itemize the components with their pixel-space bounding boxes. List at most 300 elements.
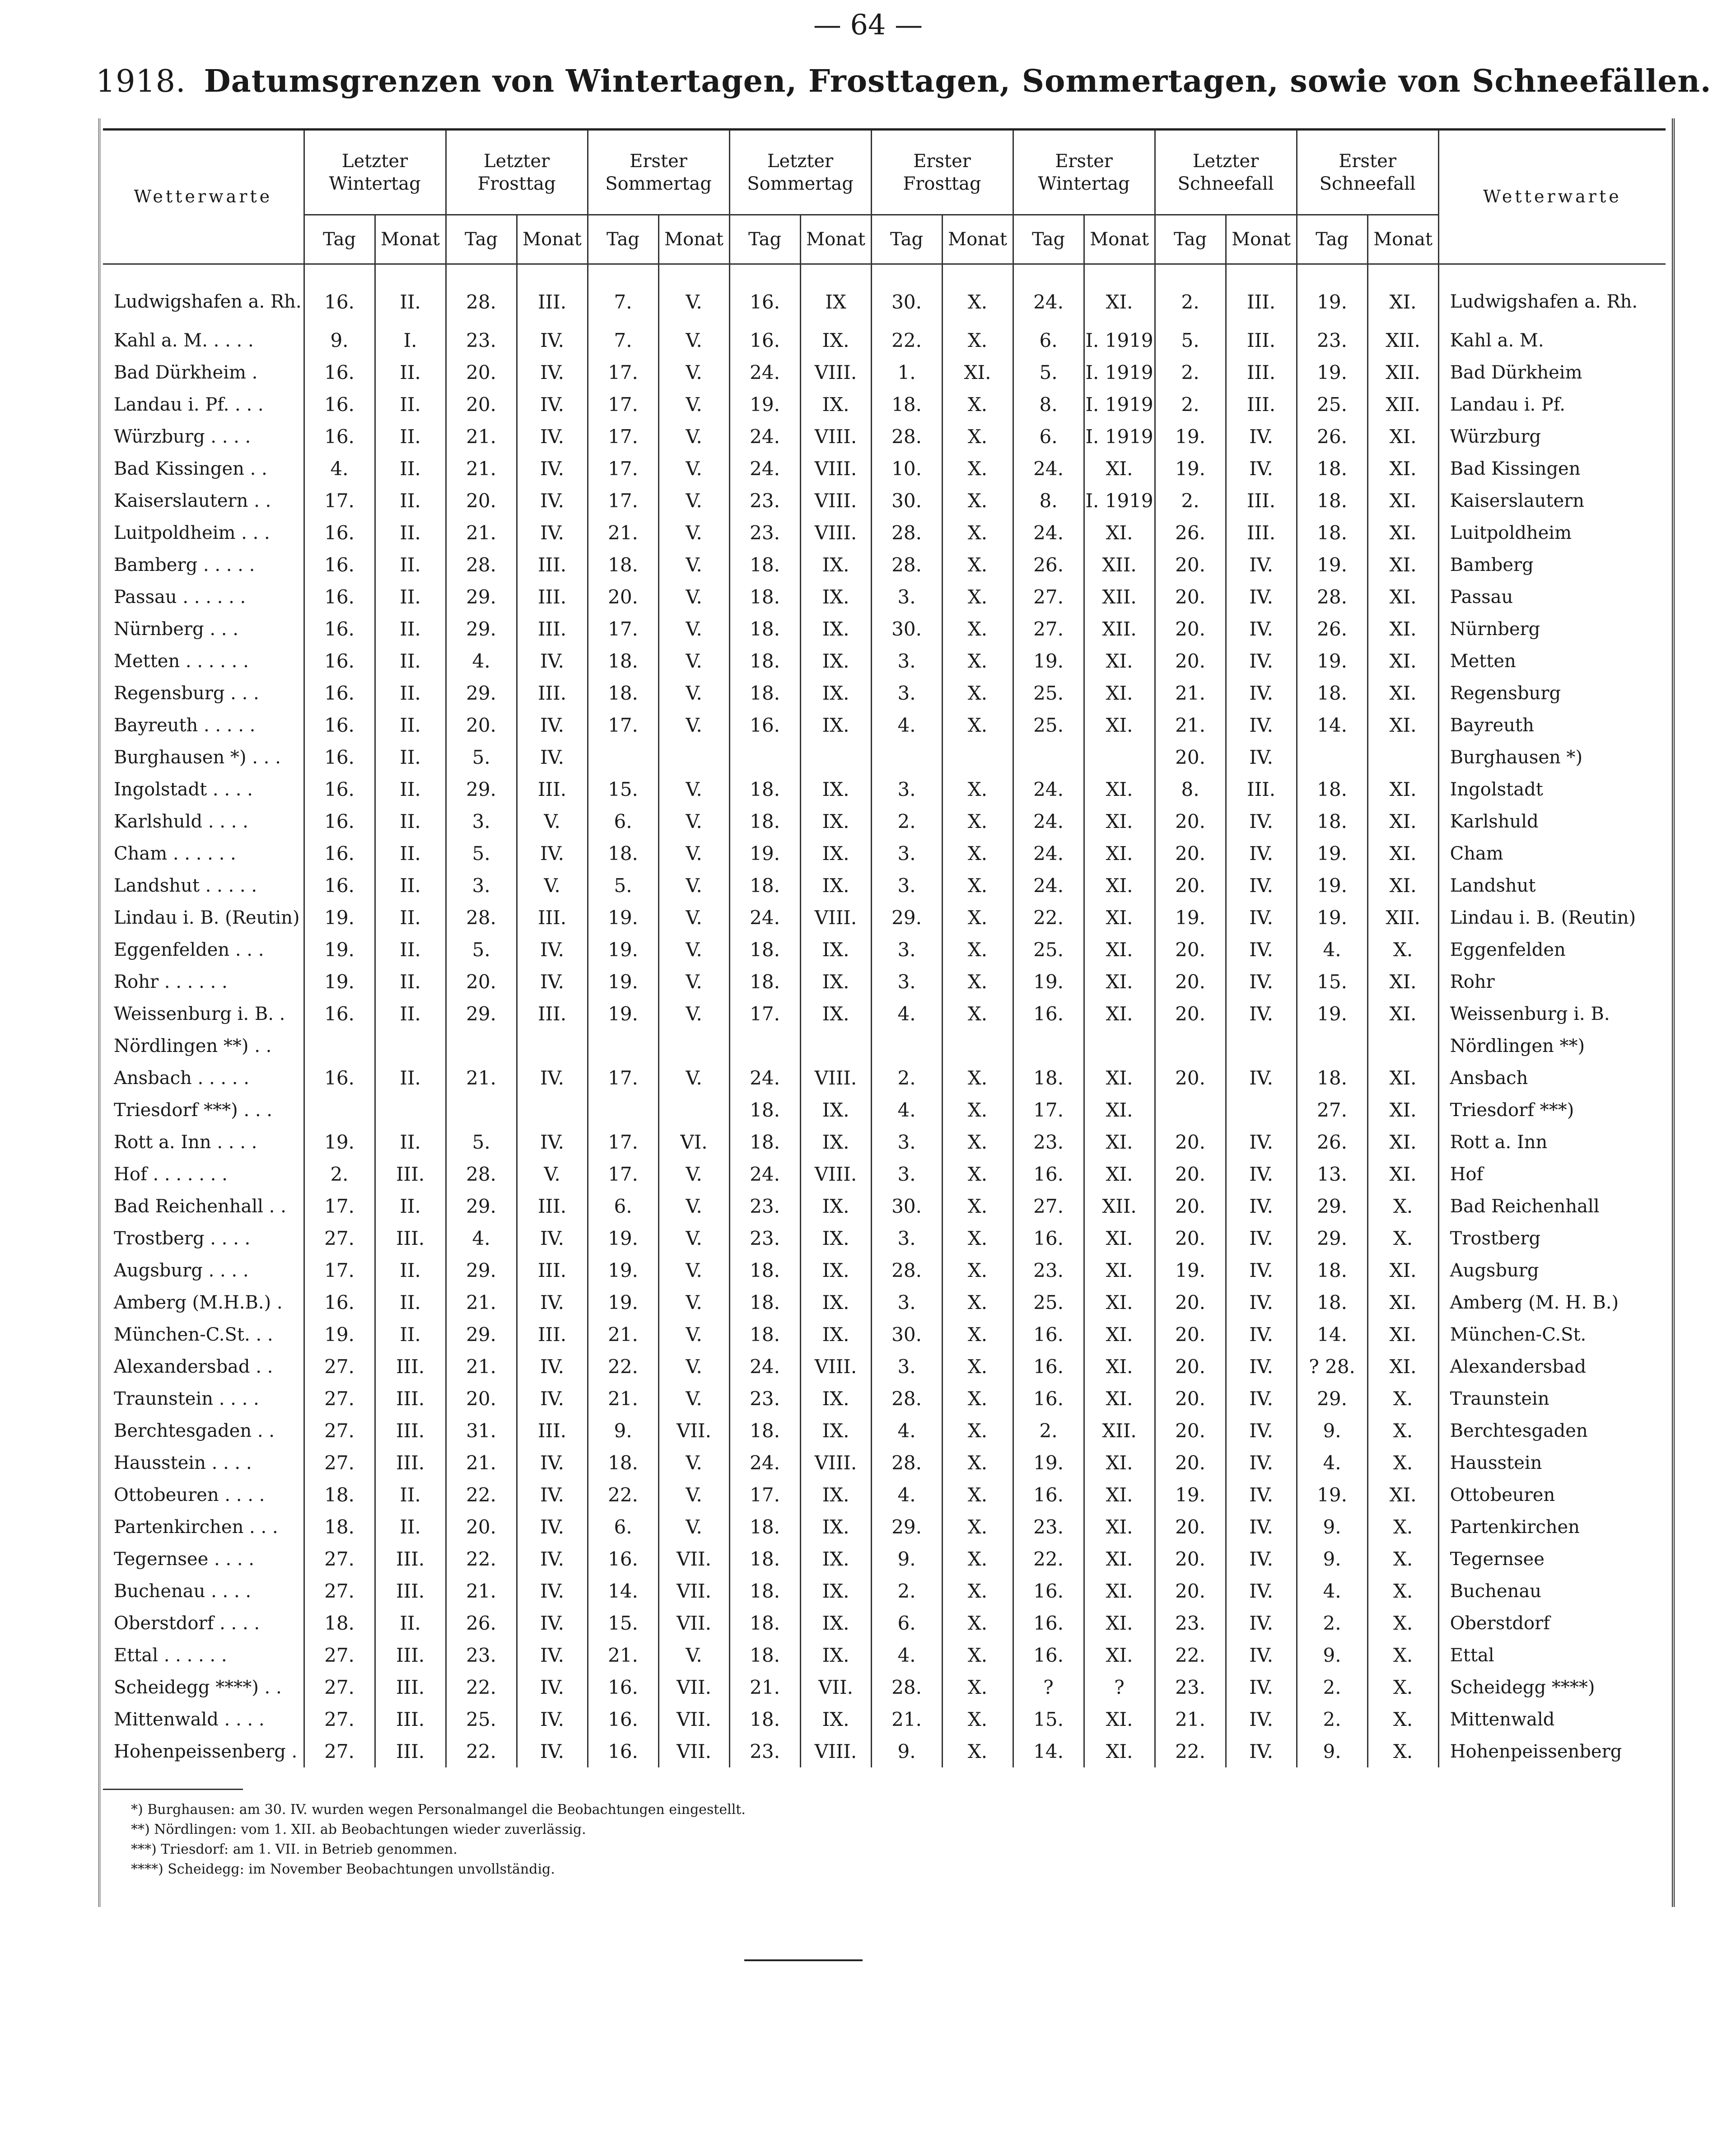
cell-tag: 16.: [1013, 1479, 1084, 1511]
station-name-right: Landshut: [1450, 875, 1536, 896]
footnote-triesdorf: ***) Triesdorf: am 1. VII. in Betrieb genommen.: [131, 1842, 457, 1857]
cell-monat: [1226, 1094, 1297, 1126]
cell-tag: [304, 1030, 375, 1062]
cell-monat: IV.: [517, 388, 588, 421]
station-name-right: Traunstein: [1450, 1388, 1549, 1409]
cell-tag: 16.: [304, 709, 375, 741]
cell-tag: 16.: [1013, 1222, 1084, 1254]
station-name-left: Trostberg . . . .: [103, 1222, 304, 1254]
cell-tag: 2.: [1297, 1671, 1367, 1703]
cell-tag: 18.: [729, 1126, 800, 1158]
station-name-left: Eggenfelden . . .: [103, 934, 304, 966]
cell-monat: XII.: [1084, 581, 1155, 613]
cell-monat: XI.: [1084, 1062, 1155, 1094]
cell-tag: 18.: [1297, 805, 1367, 837]
subheader-tag: Tag: [304, 215, 375, 264]
cell-monat: IX.: [800, 966, 871, 998]
cell-tag: 23.: [1013, 1126, 1084, 1158]
cell-tag: 18.: [588, 645, 658, 677]
station-name-right: Mittenwald: [1450, 1709, 1555, 1730]
cell-monat: V.: [658, 773, 729, 805]
cell-monat: VIII.: [800, 1158, 871, 1190]
cell-monat: X.: [942, 1671, 1013, 1703]
station-name-left: Kaiserslautern . .: [103, 485, 304, 517]
cell-tag: 15.: [1297, 966, 1367, 998]
cell-tag: 27.: [304, 1415, 375, 1447]
cell-monat: XI.: [1367, 581, 1438, 613]
cell-monat: X.: [942, 1479, 1013, 1511]
cell-monat: X.: [942, 453, 1013, 485]
cell-monat: IV.: [1226, 1158, 1297, 1190]
cell-monat: VIII.: [800, 421, 871, 453]
cell-monat: IV.: [517, 1735, 588, 1767]
table-row: [103, 324, 1666, 356]
cell-monat: IX.: [800, 837, 871, 869]
station-name-left: Karlshuld . . . .: [103, 805, 304, 837]
cell-tag: 16.: [304, 388, 375, 421]
cell-monat: V.: [658, 1639, 729, 1671]
cell-monat: X.: [1367, 1607, 1438, 1639]
cell-tag: 15.: [588, 773, 658, 805]
cell-monat: IX.: [800, 1703, 871, 1735]
cell-monat: XII.: [1367, 356, 1438, 388]
cell-tag: 17.: [588, 1158, 658, 1190]
cell-tag: 4.: [1297, 934, 1367, 966]
cell-monat: XI.: [1367, 1158, 1438, 1190]
station-name-left: Bad Kissingen . .: [103, 453, 304, 485]
cell-tag: 7.: [588, 324, 658, 356]
cell-monat: II.: [375, 741, 446, 773]
cell-tag: 23.: [729, 1190, 800, 1222]
cell-monat: X.: [942, 1318, 1013, 1351]
cell-tag: 18.: [729, 613, 800, 645]
cell-monat: IX.: [800, 869, 871, 902]
cell-monat: IX.: [800, 581, 871, 613]
cell-monat: IV.: [517, 1607, 588, 1639]
cell-monat: V.: [658, 869, 729, 902]
cell-tag: [1155, 1094, 1226, 1126]
cell-monat: XI.: [1084, 264, 1155, 325]
cell-monat: V.: [658, 421, 729, 453]
cell-monat: II.: [375, 1479, 446, 1511]
table-row: [103, 709, 1666, 741]
cell-tag: 18.: [729, 581, 800, 613]
cell-monat: VI.: [658, 1126, 729, 1158]
cell-monat: IV.: [517, 1639, 588, 1671]
station-name-left: Würzburg . . . .: [103, 421, 304, 453]
cell-tag: [1297, 741, 1367, 773]
cell-tag: 19.: [1013, 966, 1084, 998]
cell-tag: 18.: [729, 1318, 800, 1351]
cell-tag: 16.: [304, 264, 375, 325]
footnote-burghausen: *) Burghausen: am 30. IV. wurden wegen Personalmangel die Beobachtungen eingestellt.: [131, 1802, 746, 1818]
cell-monat: VII.: [658, 1735, 729, 1767]
cell-tag: 16.: [1013, 998, 1084, 1030]
cell-monat: [942, 741, 1013, 773]
station-name-left: Oberstdorf . . . .: [103, 1607, 304, 1639]
station-name-left: München-C.St. . .: [103, 1318, 304, 1351]
cell-monat: IV.: [517, 1286, 588, 1318]
cell-tag: 21.: [588, 517, 658, 549]
group-header-letzter-schneefall: Letzter Schneefall: [1155, 130, 1297, 215]
cell-monat: III.: [375, 1735, 446, 1767]
cell-monat: IV.: [1226, 902, 1297, 934]
cell-tag: 20.: [1155, 1351, 1226, 1383]
cell-tag: 19.: [588, 1222, 658, 1254]
cell-tag: 2.: [1297, 1703, 1367, 1735]
cell-monat: IV.: [1226, 677, 1297, 709]
cell-monat: VII.: [658, 1543, 729, 1575]
cell-monat: X.: [942, 645, 1013, 677]
cell-monat: V.: [658, 264, 729, 325]
cell-monat: IV.: [517, 1351, 588, 1383]
cell-monat: IV.: [1226, 966, 1297, 998]
cell-tag: 4.: [871, 1094, 942, 1126]
cell-tag: 22.: [588, 1351, 658, 1383]
cell-monat: V.: [517, 805, 588, 837]
cell-monat: X.: [942, 1703, 1013, 1735]
cell-monat: V.: [658, 1447, 729, 1479]
station-name-left: Nürnberg . . .: [103, 613, 304, 645]
cell-monat: IV.: [517, 1383, 588, 1415]
cell-monat: X.: [942, 264, 1013, 325]
cell-monat: X.: [1367, 1511, 1438, 1543]
cell-tag: 2.: [1155, 356, 1226, 388]
station-name-right: Metten: [1450, 650, 1516, 672]
cell-tag: 19.: [1155, 453, 1226, 485]
cell-tag: 29.: [446, 1190, 517, 1222]
station-name-right: Bamberg: [1450, 554, 1534, 575]
cell-tag: 25.: [1297, 388, 1367, 421]
cell-monat: VIII.: [800, 1351, 871, 1383]
cell-tag: 16.: [729, 264, 800, 325]
cell-tag: 20.: [1155, 1286, 1226, 1318]
cell-tag: 27.: [304, 1703, 375, 1735]
station-name-left: Nördlingen **) . .: [103, 1030, 304, 1062]
cell-monat: VIII.: [800, 1735, 871, 1767]
cell-tag: 9.: [1297, 1415, 1367, 1447]
cell-tag: 19.: [1155, 1254, 1226, 1286]
cell-tag: 14.: [588, 1575, 658, 1607]
cell-tag: 29.: [446, 1254, 517, 1286]
cell-monat: II.: [375, 485, 446, 517]
cell-tag: 18.: [588, 1447, 658, 1479]
table-row: [103, 1158, 1666, 1190]
cell-monat: IV.: [517, 453, 588, 485]
cell-tag: 16.: [1013, 1318, 1084, 1351]
cell-tag: 22.: [446, 1543, 517, 1575]
cell-tag: 9.: [871, 1735, 942, 1767]
cell-monat: X.: [942, 709, 1013, 741]
cell-tag: 5.: [446, 1126, 517, 1158]
cell-tag: 28.: [446, 264, 517, 325]
cell-tag: 16.: [304, 773, 375, 805]
cell-tag: 23.: [729, 1383, 800, 1415]
cell-monat: [1084, 1030, 1155, 1062]
cell-monat: IX.: [800, 709, 871, 741]
cell-tag: 21.: [446, 1351, 517, 1383]
cell-tag: 9.: [1297, 1511, 1367, 1543]
cell-tag: 18.: [729, 1703, 800, 1735]
cell-monat: III.: [375, 1671, 446, 1703]
cell-tag: 3.: [446, 805, 517, 837]
cell-monat: III.: [375, 1158, 446, 1190]
table-row: [103, 517, 1666, 549]
cell-monat: IV.: [1226, 1383, 1297, 1415]
cell-tag: 20.: [1155, 1511, 1226, 1543]
cell-tag: 20.: [1155, 581, 1226, 613]
cell-monat: II.: [375, 837, 446, 869]
cell-tag: 20.: [1155, 805, 1226, 837]
cell-tag: 18.: [1297, 1062, 1367, 1094]
cell-tag: 20.: [588, 581, 658, 613]
cell-monat: III.: [517, 998, 588, 1030]
cell-tag: 9.: [588, 1415, 658, 1447]
title-text: Datumsgrenzen von Wintertagen, Frosttagen, Sommertagen, sowie von Schneefällen.: [204, 63, 1712, 99]
cell-monat: II.: [375, 581, 446, 613]
cell-monat: X.: [942, 1383, 1013, 1415]
cell-tag: 24.: [1013, 264, 1084, 325]
cell-monat: VII.: [800, 1671, 871, 1703]
cell-tag: 9.: [1297, 1639, 1367, 1671]
cell-monat: III.: [517, 1190, 588, 1222]
cell-tag: 16.: [304, 421, 375, 453]
cell-monat: IX.: [800, 1479, 871, 1511]
cell-monat: X.: [942, 1190, 1013, 1222]
cell-tag: 21.: [446, 453, 517, 485]
cell-monat: IV.: [1226, 1479, 1297, 1511]
cell-tag: 29.: [446, 998, 517, 1030]
cell-tag: 20.: [1155, 741, 1226, 773]
station-name-left: Tegernsee . . . .: [103, 1543, 304, 1575]
cell-monat: XI.: [1084, 677, 1155, 709]
cell-monat: XII.: [1084, 1415, 1155, 1447]
station-name-right: München-C.St.: [1450, 1324, 1587, 1345]
cell-tag: 4.: [1297, 1575, 1367, 1607]
subheader-monat: Monat: [1226, 215, 1297, 264]
cell-tag: 18.: [729, 869, 800, 902]
cell-monat: V.: [658, 1511, 729, 1543]
cell-tag: 16.: [304, 356, 375, 388]
cell-monat: IV.: [517, 1543, 588, 1575]
station-name-left: Rott a. Inn . . . .: [103, 1126, 304, 1158]
cell-tag: 2.: [871, 1575, 942, 1607]
cell-monat: XI.: [1367, 1318, 1438, 1351]
column-header-station-right: Wetterwarte: [1438, 130, 1666, 264]
cell-tag: 6.: [588, 1511, 658, 1543]
cell-monat: X.: [942, 1222, 1013, 1254]
cell-tag: 27.: [304, 1447, 375, 1479]
table-row: [103, 1543, 1666, 1575]
cell-tag: 16.: [1013, 1639, 1084, 1671]
cell-monat: II.: [375, 1190, 446, 1222]
cell-tag: 26.: [446, 1607, 517, 1639]
cell-tag: 18.: [871, 388, 942, 421]
cell-monat: XI.: [1084, 645, 1155, 677]
cell-monat: IX.: [800, 1415, 871, 1447]
station-name-left: Ingolstadt . . . .: [103, 773, 304, 805]
cell-tag: [588, 1030, 658, 1062]
cell-tag: 16.: [304, 581, 375, 613]
cell-tag: 2.: [1155, 264, 1226, 325]
cell-monat: IV.: [1226, 1447, 1297, 1479]
cell-tag: 30.: [871, 613, 942, 645]
cell-tag: 20.: [1155, 1383, 1226, 1415]
cell-monat: X.: [1367, 1703, 1438, 1735]
cell-monat: [517, 1094, 588, 1126]
cell-tag: 29.: [1297, 1222, 1367, 1254]
cell-tag: [1155, 1030, 1226, 1062]
subheader-monat: Monat: [375, 215, 446, 264]
cell-monat: XI.: [1367, 645, 1438, 677]
cell-monat: V.: [658, 388, 729, 421]
station-name-right: Partenkirchen: [1450, 1516, 1580, 1538]
station-name-left: Burghausen *) . . .: [103, 741, 304, 773]
cell-tag: 16.: [304, 549, 375, 581]
footnotes: [131, 1800, 746, 1879]
cell-tag: [1013, 741, 1084, 773]
cell-tag: 19.: [1297, 998, 1367, 1030]
station-name-right: Bad Kissingen: [1450, 458, 1581, 479]
cell-tag: 18.: [1297, 1286, 1367, 1318]
cell-monat: III.: [517, 773, 588, 805]
cell-tag: 5.: [446, 837, 517, 869]
cell-monat: VII.: [658, 1703, 729, 1735]
cell-tag: 16.: [304, 998, 375, 1030]
table-row: [103, 1511, 1666, 1543]
cell-monat: IX.: [800, 677, 871, 709]
cell-monat: XI.: [1084, 1511, 1155, 1543]
cell-monat: IX.: [800, 1222, 871, 1254]
station-name-left: Luitpoldheim . . .: [103, 517, 304, 549]
cell-monat: XI.: [1084, 1607, 1155, 1639]
cell-monat: V.: [658, 1318, 729, 1351]
cell-tag: 24.: [1013, 517, 1084, 549]
cell-tag: 16.: [304, 1286, 375, 1318]
cell-monat: [1226, 1030, 1297, 1062]
cell-tag: 28.: [871, 1383, 942, 1415]
station-name-right: Bayreuth: [1450, 715, 1534, 736]
cell-tag: 21.: [446, 1062, 517, 1094]
cell-tag: 18.: [1013, 1062, 1084, 1094]
cell-tag: 20.: [1155, 549, 1226, 581]
cell-monat: III.: [375, 1639, 446, 1671]
cell-tag: 23.: [1013, 1511, 1084, 1543]
cell-monat: IV.: [517, 934, 588, 966]
cell-tag: 17.: [588, 1126, 658, 1158]
table-row: [103, 869, 1666, 902]
cell-monat: XII.: [1367, 902, 1438, 934]
table-row: [103, 902, 1666, 934]
cell-monat: IV.: [517, 1575, 588, 1607]
cell-tag: 17.: [304, 1190, 375, 1222]
cell-monat: IV.: [1226, 741, 1297, 773]
station-name-right: Ansbach: [1450, 1067, 1528, 1089]
cell-tag: 28.: [871, 549, 942, 581]
cell-tag: 21.: [446, 1286, 517, 1318]
station-name-right: Amberg (M. H. B.): [1450, 1292, 1619, 1313]
cell-tag: 17.: [588, 453, 658, 485]
cell-monat: IV.: [517, 1671, 588, 1703]
cell-tag: 17.: [588, 709, 658, 741]
cell-monat: IV.: [1226, 934, 1297, 966]
cell-tag: 23.: [1155, 1671, 1226, 1703]
cell-monat: IV.: [517, 517, 588, 549]
station-name-right: Trostberg: [1450, 1228, 1541, 1249]
cell-tag: 18.: [729, 1094, 800, 1126]
cell-monat: XI.: [1084, 1383, 1155, 1415]
cell-monat: XI.: [1084, 517, 1155, 549]
cell-tag: 16.: [304, 645, 375, 677]
cell-monat: V.: [658, 1158, 729, 1190]
cell-monat: IV.: [517, 966, 588, 998]
cell-monat: IV.: [1226, 421, 1297, 453]
cell-monat: XI.: [1367, 1479, 1438, 1511]
cell-monat: II.: [375, 1254, 446, 1286]
cell-tag: 6.: [588, 1190, 658, 1222]
cell-tag: 28.: [871, 1254, 942, 1286]
cell-monat: IV.: [1226, 1543, 1297, 1575]
cell-monat: III.: [1226, 773, 1297, 805]
group-header-erster-frosttag: Erster Frosttag: [871, 130, 1013, 215]
cell-monat: V.: [658, 934, 729, 966]
cell-monat: III.: [1226, 264, 1297, 325]
cell-monat: X.: [942, 934, 1013, 966]
cell-monat: V.: [658, 1062, 729, 1094]
cell-tag: 20.: [1155, 1190, 1226, 1222]
station-name-left: Scheidegg ****) . .: [103, 1671, 304, 1703]
cell-tag: 20.: [1155, 1062, 1226, 1094]
cell-monat: IV.: [1226, 1511, 1297, 1543]
cell-monat: XI.: [1084, 1735, 1155, 1767]
cell-tag: 25.: [1013, 709, 1084, 741]
cell-monat: X.: [942, 1351, 1013, 1383]
cell-monat: IX.: [800, 1575, 871, 1607]
cell-tag: 24.: [729, 1351, 800, 1383]
cell-tag: 24.: [1013, 869, 1084, 902]
cell-tag: 1.: [871, 356, 942, 388]
cell-tag: 23.: [446, 324, 517, 356]
subheader-tag: Tag: [1155, 215, 1226, 264]
cell-monat: X.: [942, 1158, 1013, 1190]
cell-tag: 26.: [1297, 613, 1367, 645]
station-name-right: Burghausen *): [1450, 747, 1583, 768]
cell-monat: II.: [375, 517, 446, 549]
table-row: [103, 1671, 1666, 1703]
cell-tag: 28.: [446, 549, 517, 581]
cell-monat: IV.: [1226, 1671, 1297, 1703]
table-body: [103, 264, 1666, 1768]
cell-monat: XI.: [1367, 1351, 1438, 1383]
cell-monat: IV.: [517, 1447, 588, 1479]
cell-tag: 2.: [1297, 1607, 1367, 1639]
cell-monat: IV.: [517, 709, 588, 741]
cell-tag: 3.: [871, 1158, 942, 1190]
station-name-left: Metten . . . . . .: [103, 645, 304, 677]
cell-monat: V.: [517, 1158, 588, 1190]
cell-tag: 14.: [1013, 1735, 1084, 1767]
subheader-tag: Tag: [729, 215, 800, 264]
station-name-right: Landau i. Pf.: [1450, 394, 1565, 415]
cell-monat: II.: [375, 998, 446, 1030]
cell-tag: 28.: [871, 1447, 942, 1479]
station-name-left: Ludwigshafen a. Rh.: [103, 264, 304, 325]
cell-tag: [446, 1030, 517, 1062]
subheader-row: [103, 215, 1666, 264]
cell-monat: X.: [942, 549, 1013, 581]
station-name-right: Cham: [1450, 843, 1503, 864]
cell-monat: II.: [375, 549, 446, 581]
